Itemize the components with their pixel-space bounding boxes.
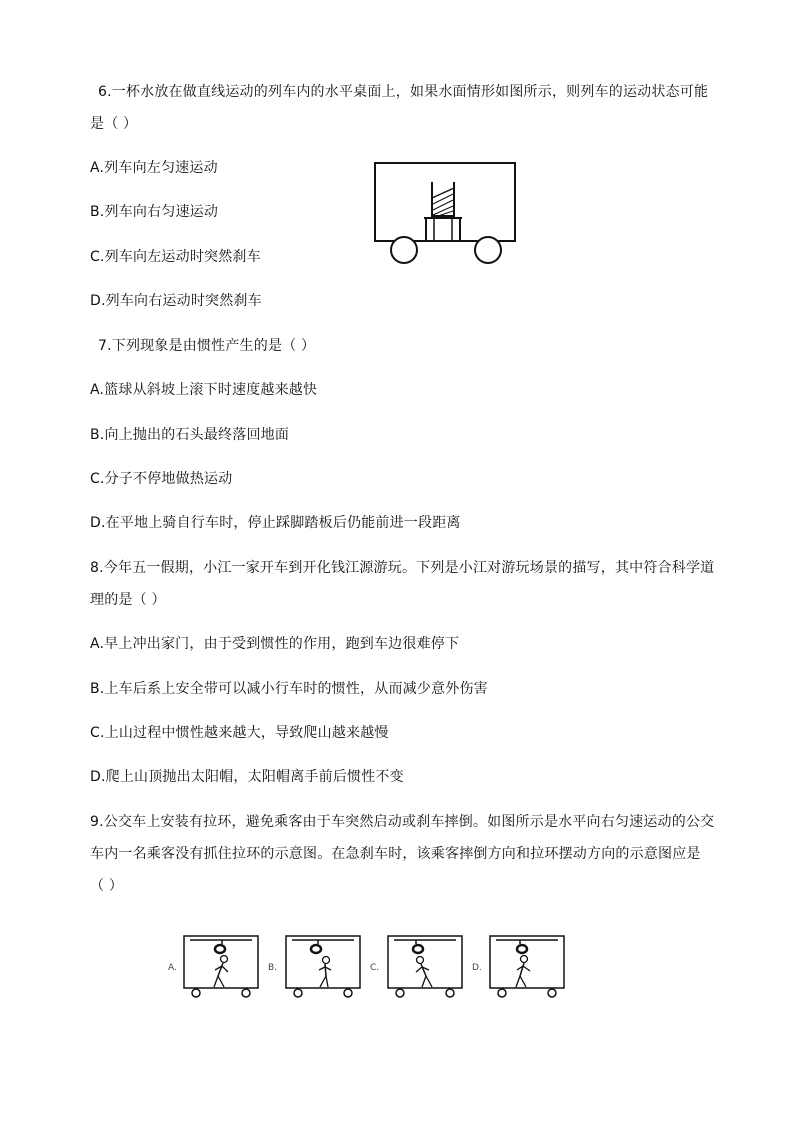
q7-option-a: A.篮球从斜坡上滚下时速度越来越快 (90, 382, 318, 398)
q8-stem-line2: 理的是（ ） (90, 592, 166, 608)
q9-figure-d-label: D. (472, 963, 482, 973)
q8-option-b: B.上车后系上安全带可以减小行车时的惯性，从而减少意外伤害 (90, 681, 488, 697)
q6-train-figure (370, 160, 520, 265)
q9-figure-a (164, 930, 264, 1002)
q9-figure-a-label: A. (168, 963, 177, 973)
q7-option-c: C.分子不停地做热运动 (90, 471, 233, 487)
q9-figure-b-label: B. (268, 963, 278, 973)
q6-stem-line2: 是（ ） (90, 116, 138, 132)
q6-stem-line1: 6.一杯水放在做直线运动的列车内的水平桌面上，如果水面情形如图所示，则列车的运动状态可能 (98, 84, 709, 100)
q7-stem: 7.下列现象是由惯性产生的是（ ） (98, 338, 316, 354)
q8-option-a: A.早上冲出家门，由于受到惯性的作用，跑到车边很难停下 (90, 636, 460, 652)
q9-stem-line2: 车内一名乘客没有抓住拉环的示意图。在急刹车时，该乘客摔倒方向和拉环摆动方向的示意图应是 (90, 846, 701, 862)
q8-option-d: D.爬上山顶抛出太阳帽，太阳帽离手前后惯性不变 (90, 769, 404, 785)
q7-option-b: B.向上抛出的石头最终落回地面 (90, 427, 290, 443)
q6-option-c: C.列车向左运动时突然刹车 (90, 249, 261, 265)
q6-option-a: A.列车向左匀速运动 (90, 160, 218, 176)
q9-figure-c-label: C. (370, 963, 380, 973)
q9-stem-line3: （ ） (90, 878, 124, 894)
q6-option-b: B.列车向右匀速运动 (90, 204, 219, 220)
q7-option-d: D.在平地上骑自行车时，停止踩脚踏板后仍能前进一段距离 (90, 515, 461, 531)
q9-figure-c (368, 930, 468, 1002)
q9-figure-d (470, 930, 570, 1002)
q8-option-c: C.上山过程中惯性越来越大，导致爬山越来越慢 (90, 725, 389, 741)
q9-stem-line1: 9.公交车上安装有拉环，避免乘客由于车突然启动或刹车摔倒。如图所示是水平向右匀速运动的公交 (90, 814, 715, 830)
q6-option-d: D.列车向右运动时突然刹车 (90, 293, 262, 309)
q9-figure-b (266, 930, 366, 1002)
q8-stem-line1: 8.今年五一假期，小江一家开车到开化钱江源游玩。下列是小江对游玩场景的描写，其中符合科学道 (90, 560, 715, 576)
